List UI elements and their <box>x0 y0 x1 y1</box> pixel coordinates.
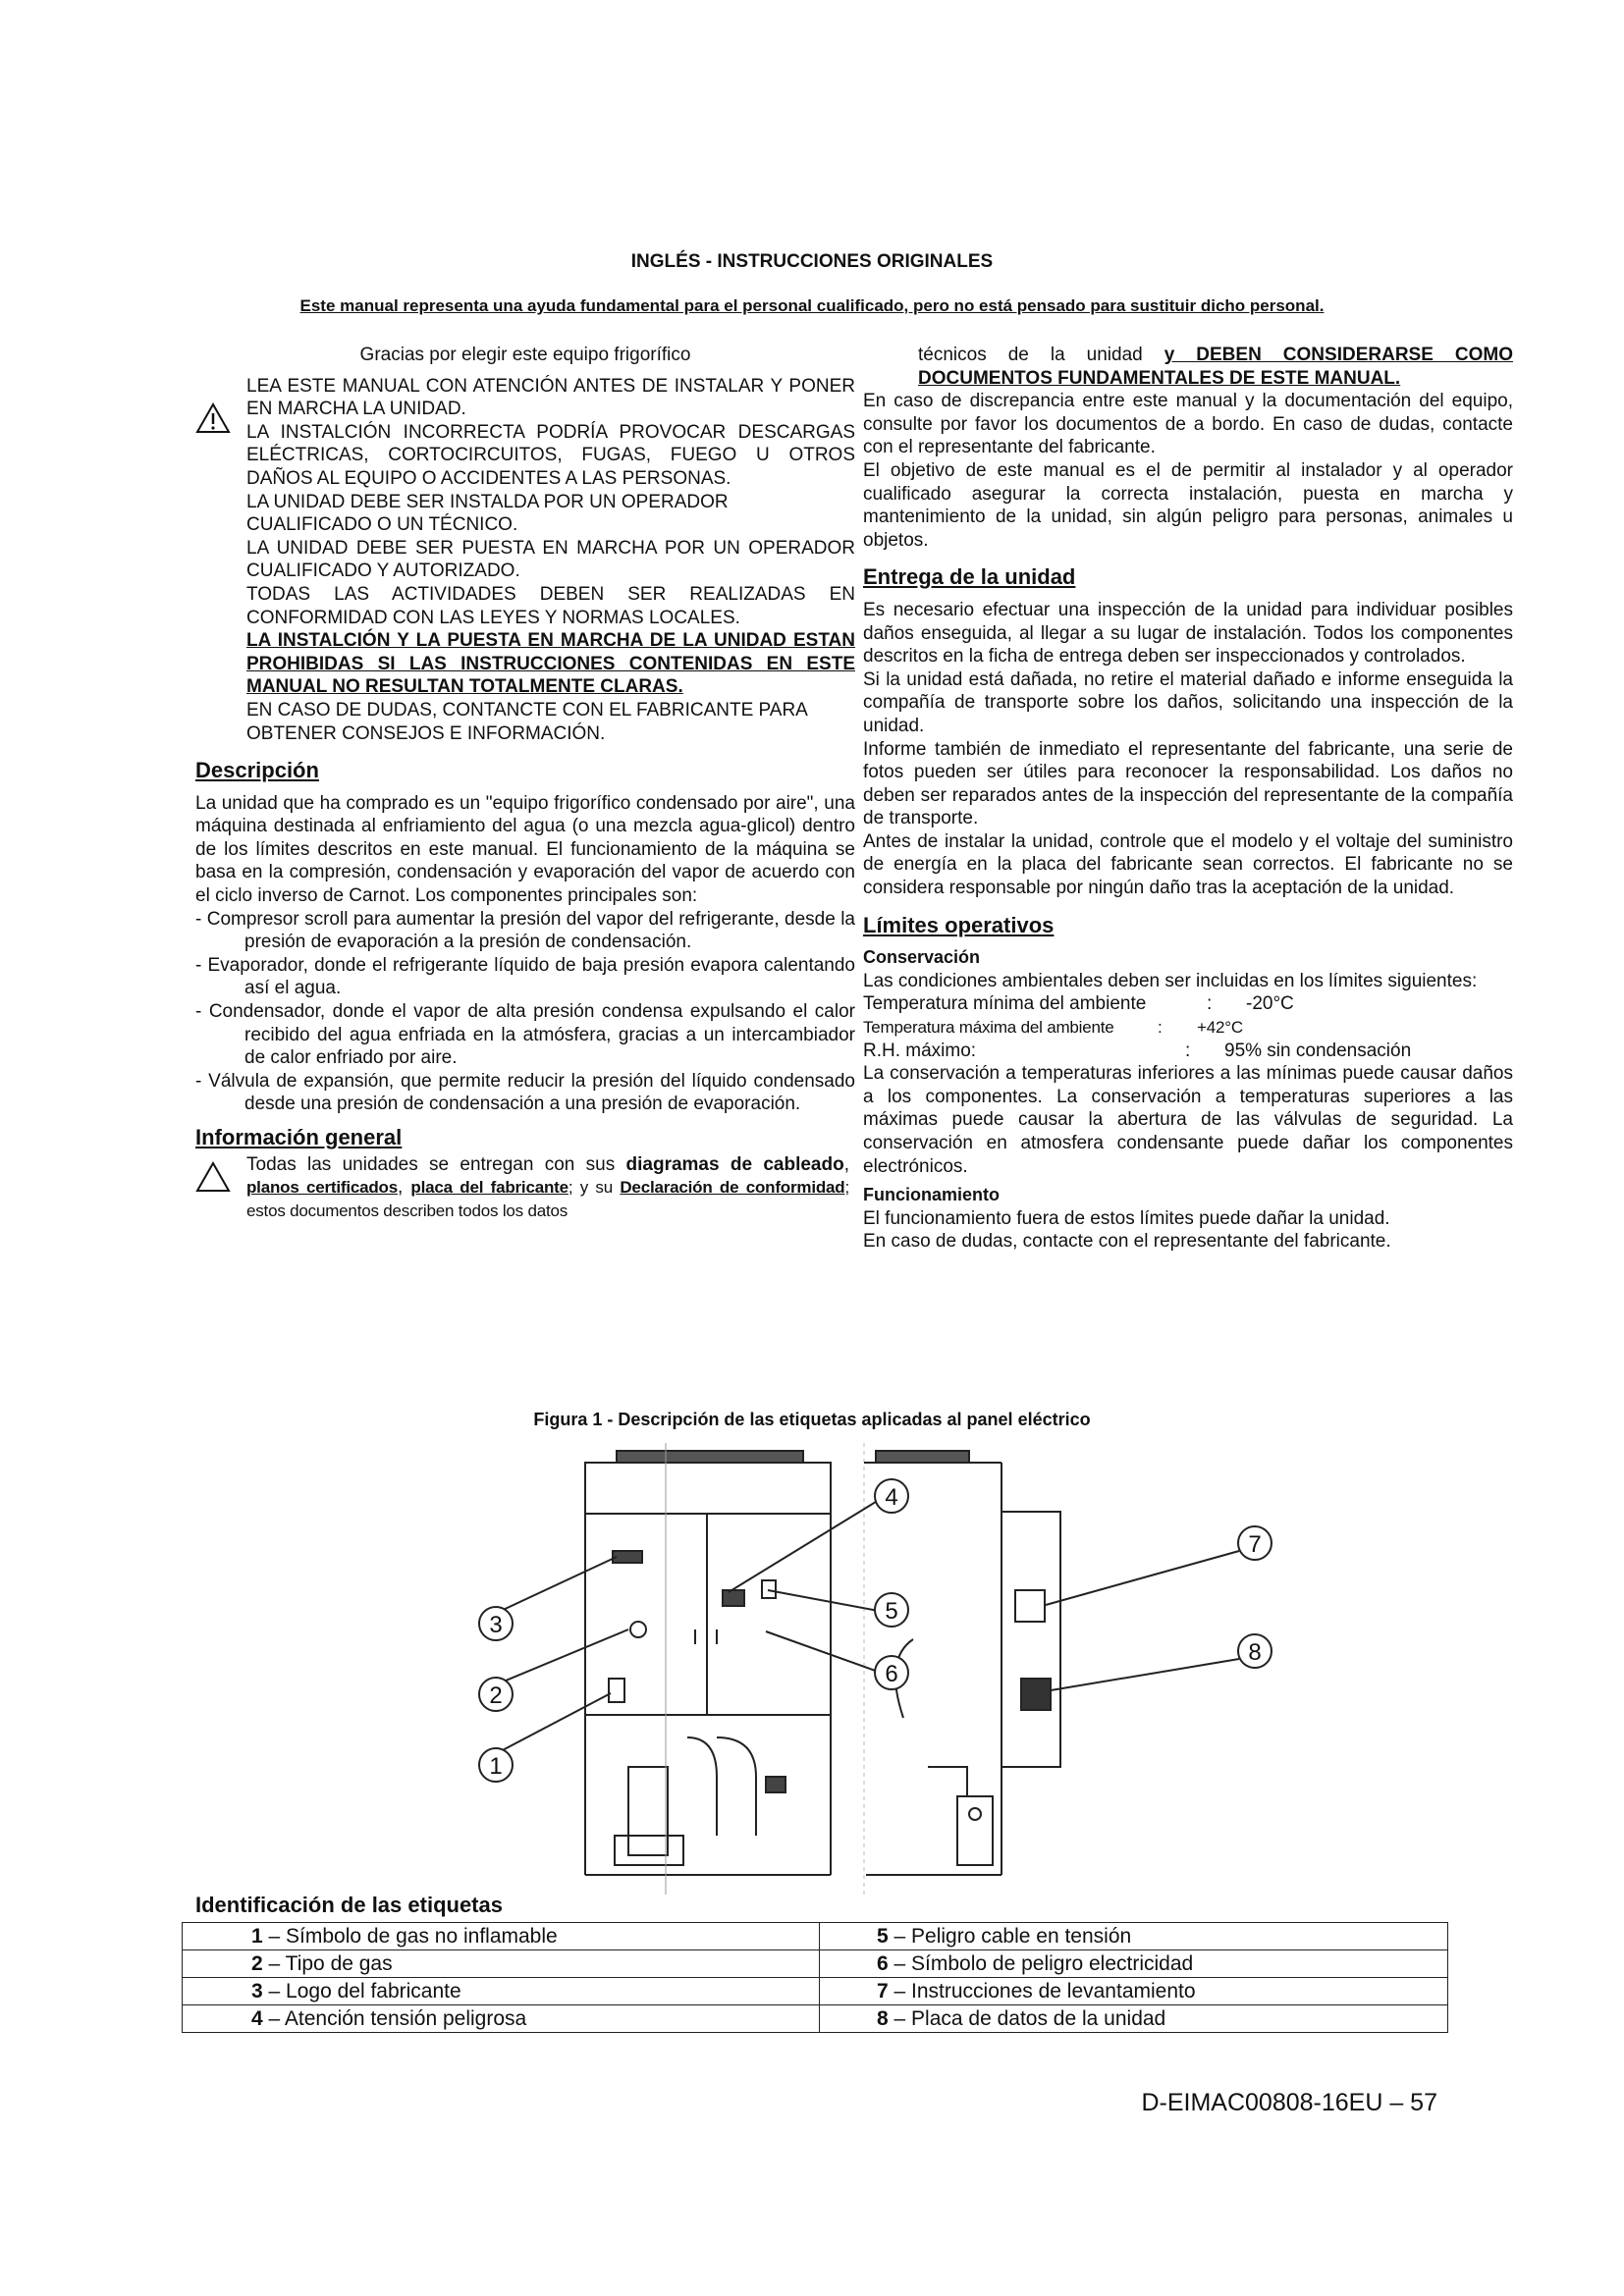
info-block <box>195 1153 855 1223</box>
descripcion-text: La unidad que ha comprado es un "equipo frigorífico condensado por aire", una máquina destinada al enfriamiento del agua (o una mezcla agua-glicol) dentro de los límites descritos en este manual. El funcionamiento de la máquina se basa en la compresión, condensación y evaporación del vapor de acuerdo con el ciclo inverso de Carnot. Los componentes principales son: <box>195 792 855 907</box>
callout-label: 7 <box>1248 1531 1262 1558</box>
label-number: 1 <box>251 1924 263 1948</box>
table-cell <box>820 2005 1448 2033</box>
limit-key: R.H. máximo: <box>863 1040 977 1061</box>
continuation-text <box>863 344 1513 390</box>
continuation-pre: técnicos de la unidad <box>918 345 1164 365</box>
label-text: – Tipo de gas <box>262 1951 393 1975</box>
page-footer: D-EIMAC00808-16EU – 57 <box>1141 2089 1437 2116</box>
info-sep: , <box>398 1177 411 1199</box>
paragraph: En caso de discrepancia entre este manual y la documentación del equipo, consulte por favor los documentos de a bordo. En caso de dudas, contacte con el representante del fabricante. <box>863 391 1513 458</box>
left-column <box>195 344 855 1222</box>
descripcion-heading: Descripción <box>195 758 319 783</box>
callout-label: 2 <box>489 1682 503 1709</box>
warning-line: LEA ESTE MANUAL CON ATENCIÓN ANTES DE INSTALAR Y PONER EN MARCHA LA UNIDAD. <box>246 375 855 420</box>
info-sep: , <box>843 1153 849 1175</box>
limit-row <box>863 1040 1513 1063</box>
paragraph: El funcionamiento fuera de estos límites puede dañar la unidad. <box>863 1207 1390 1229</box>
info-heading: Información general <box>195 1125 403 1149</box>
limit-row <box>863 1016 1513 1040</box>
info-sep: ; y su <box>568 1178 621 1198</box>
label-number: 3 <box>251 1979 263 2002</box>
info-doc-declaration: Declaración de conformidad <box>620 1178 845 1198</box>
info-text-pre: Todas las unidades se entregan con sus <box>246 1153 626 1175</box>
info-doc-plate: placa del fabricante <box>410 1178 568 1198</box>
limit-colon: : <box>1207 993 1213 1015</box>
paragraph: En caso de dudas, contacte con el representante del fabricante. <box>863 1231 1391 1253</box>
limit-key: Temperatura mínima del ambiente <box>863 993 1147 1015</box>
labels-table <box>182 1922 1448 2033</box>
label-text: – Símbolo de gas no inflamable <box>262 1924 558 1948</box>
warning-prohibited: LA INSTALCIÓN Y LA PUESTA EN MARCHA DE LA UNIDAD ESTAN PROHIBIDAS SI LAS INSTRUCCIONES CONTENIDAS EN ESTE MANUAL NO RESULTAN TOTALMENTE CLARAS. <box>246 630 855 698</box>
callout-label: 4 <box>885 1484 898 1511</box>
labels-title: Identificación de las etiquetas <box>195 1893 503 1917</box>
warning-icon <box>195 402 231 434</box>
component-item: - Compresor scroll para aumentar la presión del vapor del refrigerante, desde la presión de evaporación a la presión de condensación. <box>195 908 855 953</box>
paragraph: Las condiciones ambientales deben ser incluidas en los límites siguientes: <box>863 970 1478 991</box>
label-number: 8 <box>877 2006 889 2030</box>
limit-colon: : <box>1158 1018 1163 1038</box>
entrega-heading: Entrega de la unidad <box>863 564 1076 590</box>
component-item: - Evaporador, donde el refrigerante líquido de baja presión evapora calentando así el agua. <box>195 954 855 999</box>
label-number: 6 <box>877 1951 889 1975</box>
warning-line: EN CASO DE DUDAS, CONTANCTE CON EL FABRICANTE PARA OBTENER CONSEJOS E INFORMACIÓN. <box>246 699 807 744</box>
warning-line: LA INSTALCIÓN INCORRECTA PODRÍA PROVOCAR DESCARGAS ELÉCTRICAS, CORTOCIRCUITOS, FUGAS, FUEGO U OTROS DAÑOS AL EQUIPO O ACCIDENTES A LAS PERSONAS. <box>246 421 855 489</box>
table-cell <box>820 1978 1448 2005</box>
warning-line: LA UNIDAD DEBE SER INSTALDA POR UN OPERADOR CUALIFICADO O UN TÉCNICO. <box>246 491 729 536</box>
info-doc-plans: planos certificados <box>246 1178 398 1198</box>
paragraph: Informe también de inmediato el representante del fabricante, una serie de fotos pueden ser útiles para reconocer la responsabilidad. Los daños no deben ser reparados antes de la inspección del representante de la compañía de transporte. <box>863 738 1513 829</box>
table-cell <box>183 1923 820 1950</box>
table-cell <box>820 1950 1448 1978</box>
funcionamiento-heading: Funcionamiento <box>863 1185 1000 1205</box>
label-number: 4 <box>251 2006 263 2030</box>
table-cell <box>183 2005 820 2033</box>
table-row <box>183 1923 1448 1950</box>
limites-heading: Límites operativos <box>863 912 1055 937</box>
component-item: - Válvula de expansión, que permite reducir la presión del líquido condensado desde una presión de condensación a una presión de evaporación. <box>195 1070 855 1115</box>
label-number: 2 <box>251 1951 263 1975</box>
conservacion-heading: Conservación <box>863 947 981 968</box>
table-row <box>183 2005 1448 2033</box>
warning-line: LA UNIDAD DEBE SER PUESTA EN MARCHA POR UN OPERADOR CUALIFICADO Y AUTORIZADO. <box>246 537 855 582</box>
limit-value: +42°C <box>1197 1018 1243 1038</box>
limit-row <box>863 992 1513 1016</box>
table-cell <box>183 1950 820 1978</box>
continuation-bold: y DEBEN CONSIDERARSE COMO DOCUMENTOS FUNDAMENTALES DE ESTE MANUAL. <box>918 345 1513 389</box>
paragraph: La conservación a temperaturas inferiores a las mínimas puede causar daños a los componentes. La conservación a temperaturas superiores a las máximas puede causar la abertura de las válvulas de seguridad. La conservación en atmosfera condensante puede dañar los componentes electrónicos. <box>863 1063 1513 1177</box>
paragraph: Es necesario efectuar una inspección de la unidad para individuar posibles daños enseguida, al llegar a su lugar de instalación. Todos los componentes descritos en la ficha de entrega deben ser inspeccionados y controlados. <box>863 599 1513 667</box>
info-text <box>246 1153 855 1223</box>
label-number: 7 <box>877 1979 889 2002</box>
page-title: INGLÉS - INSTRUCCIONES ORIGINALES <box>630 251 994 272</box>
info-doc-wiring: diagramas de cableado <box>625 1153 844 1175</box>
label-text: – Peligro cable en tensión <box>888 1924 1132 1948</box>
info-text-post: ; estos documentos describen todos los datos <box>246 1178 850 1220</box>
table-cell <box>820 1923 1448 1950</box>
limit-value: -20°C <box>1246 993 1294 1015</box>
label-text: – Atención tensión peligrosa <box>262 2006 527 2030</box>
paragraph: Antes de instalar la unidad, controle que el modelo y el voltaje del suministro de energía en la placa del fabricante sean correctos. El fabricante no se considera responsable por ningún daño tras la aceptación de la unidad. <box>863 830 1513 899</box>
thanks-text: Gracias por elegir este equipo frigorífico <box>359 345 691 365</box>
page-subtitle: Este manual representa una ayuda fundamental para el personal cualificado, pero no está pensado para sustituir dicho personal. <box>299 296 1325 315</box>
callout-label: 8 <box>1248 1639 1262 1666</box>
paragraph: El objetivo de este manual es el de permitir al instalador y al operador cualificado asegurar la correcta instalación, puesta en marcha y mantenimiento de la unidad, sin algún peligro para personas, animales u objetos. <box>863 459 1513 551</box>
limit-colon: : <box>1185 1040 1191 1061</box>
label-text: – Instrucciones de levantamiento <box>888 1979 1196 2002</box>
label-text: – Símbolo de peligro electricidad <box>888 1951 1194 1975</box>
label-text: – Logo del fabricante <box>262 1979 461 2002</box>
limit-value: 95% sin condensación <box>1224 1040 1412 1061</box>
warning-block <box>195 375 855 746</box>
warning-icon <box>195 1161 231 1193</box>
callout-label: 1 <box>489 1753 503 1780</box>
right-column <box>863 344 1513 1254</box>
callout-label: 5 <box>885 1598 898 1625</box>
paragraph: Si la unidad está dañada, no retire el material dañado e informe enseguida la compañía de transporte sobre los daños, solicitando una inspección de la unidad. <box>863 668 1513 736</box>
callout-label: 3 <box>489 1612 503 1638</box>
unit-diagram <box>393 1443 1276 1895</box>
label-text: – Placa de datos de la unidad <box>888 2006 1166 2030</box>
component-item: - Condensador, donde el vapor de alta presión condensa expulsando el calor recibido del agua enfriada en la atmósfera, gracias a un intercambiador de calor enfriado por aire. <box>195 1001 855 1069</box>
table-row <box>183 1950 1448 1978</box>
table-row <box>183 1978 1448 2005</box>
warning-line: TODAS LAS ACTIVIDADES DEBEN SER REALIZADAS EN CONFORMIDAD CON LAS LEYES Y NORMAS LOCALES. <box>246 583 855 628</box>
label-number: 5 <box>877 1924 889 1948</box>
callout-label: 6 <box>885 1661 898 1687</box>
table-cell <box>183 1978 820 2005</box>
figure-caption: Figura 1 - Descripción de las etiquetas aplicadas al panel eléctrico <box>533 1410 1091 1429</box>
limit-key: Temperatura máxima del ambiente <box>863 1018 1114 1038</box>
